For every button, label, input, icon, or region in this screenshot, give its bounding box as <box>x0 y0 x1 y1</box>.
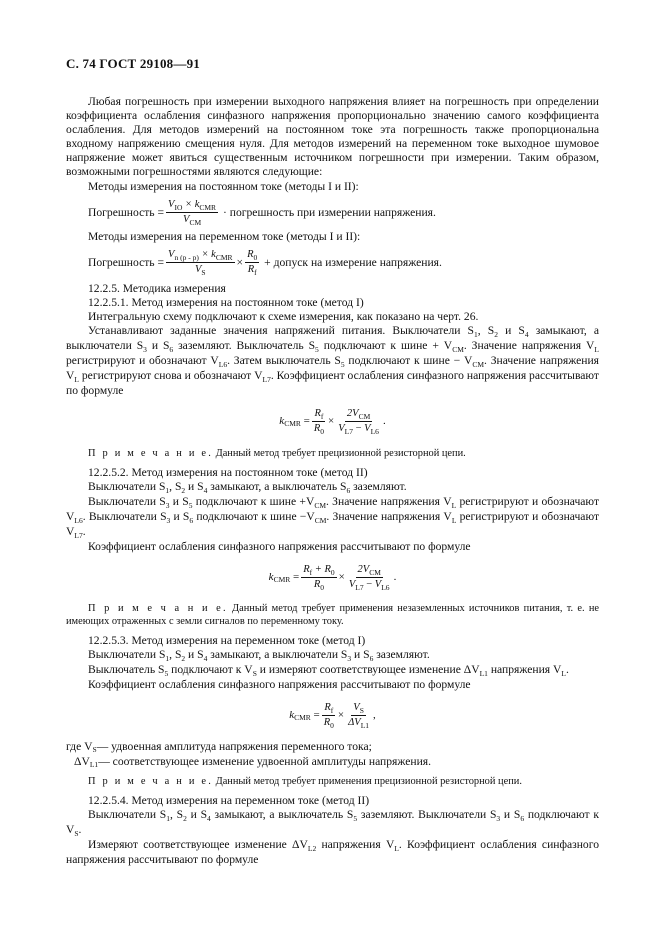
formula-kcmr-2: k CMR = $\frac{R_f + R_0}{R_0}$ × $\frac{2V_{CM}}{V_{L7} - V_{L6}}$ . <box>268 563 397 592</box>
dc-methods-line: Методы измерения на постоянном токе (методы I и II): <box>88 179 359 193</box>
p-12254-b: Измеряют соответствующее изменение $\Delta V_{L2}$ напряжения $V_L$. Коэффициент ослабления синфазного напряжения рассчитывают по формуле <box>66 837 599 866</box>
p-12254-a: Выключатели $S_1$, $S_2$ и $S_4$ замыкают, а выключатель $S_5$ заземляют. Выключатели $S_3$ и $S_6$ подключают к $V_S$. <box>66 807 599 838</box>
section-12-2-5-3: 12.2.5.3. Метод измерения на переменном токе (метод I) <box>88 634 366 648</box>
formula-kcmr-1: k CMR = $\frac{R_f}{R_0}$ × $\frac{2V_{CM}}{V_{L7} - V_{L6}}$ . <box>279 408 386 436</box>
formula-dc-error: Погрешность = $\frac{V_{IO} \times k_{CMR}}{V_{CM}}$ · погрешность при измерении напряжения. <box>88 199 436 228</box>
p-12252-c: Коэффициент ослабления синфазного напряжения рассчитывают по формуле <box>88 539 471 553</box>
formula-kcmr-3: k CMR = $\frac{R_f}{R_0}$ × $\frac{V_S}{\Delta V_{L1}}$ , <box>289 701 376 730</box>
legend-row-2: ΔV L1 — соответствующее изменение удвоенной амплитуды напряжения. <box>74 754 432 769</box>
p-12253-b: Выключатель $S_5$ подключают к $V_S$ и измеряют соответствующее изменение $\Delta V_{L1}$ напряжения $V_L$. <box>88 663 569 679</box>
fraction: $\frac{V_{IO} \times k_{CMR}}{V_{CM}}$ <box>168 199 217 228</box>
p-12251-a: Интегральную схему подключают к схеме измерения, как показано на черт. 26. <box>88 309 479 323</box>
section-12-2-5-1: 12.2.5.1. Метод измерения на постоянном токе (метод I) <box>88 295 364 309</box>
formula-ac-error: Погрешность = $\frac{V_{n (p - p)} \times k_{CMR}}{V_S}$ × $\frac{R_0}{R_f}$ + допуск на измерение напряжения. <box>88 249 442 278</box>
section-12-2-5: 12.2.5. Методика измерения <box>88 281 226 295</box>
p-12253-a: Выключатели $S_1$, $S_2$ и $S_4$ замыкают, а выключатели $S_3$ и $S_6$ заземляют. <box>88 648 430 664</box>
note-1: П р и м е ч а н и е. Данный метод требует прецизионной резисторной цепи. <box>88 447 466 459</box>
p-12252-b: Выключатели $S_3$ и $S_5$ подключают к шине $+V_{CM}$. Значение напряжения $V_L$ регистрируют и обозначают $V_{L6}$. Выключатели $S_3$ и $S_6$ подключают к шине $-V_{CM}$. Значение напряжения $V_L$ регистрируют и обозначают $V_{L7}$. <box>66 494 600 540</box>
note-2: П р и м е ч а н и е. Данный метод требует применения незаземленных источников питания, т. е. не имеющих отраженных с земли сигналов по переменному току. <box>66 603 599 628</box>
note-3: П р и м е ч а н и е. Данный метод требует применения прецизионной резисторной цепи. <box>88 775 522 787</box>
ac-methods-line: Методы измерения на переменном токе (методы I и II): <box>88 229 361 243</box>
p-12251-b: Устанавливают заданные значения напряжений питания. Выключатели $S_1$, $S_2$ и $S_4$ замыкают, а выключатели $S_3$ и $S_6$ заземляют. Выключатель $S_5$ подключают к шине + $V_{CM}$. Значение напряжения $V_L$ регистрируют и обозначают $V_{L6}$. Затем выключатель $S_5$ подключают к шине − $V_{CM}$. Значение напряжения $V_L$ регистрируют снова и обозначают $V_{L7}$. Коэффициент ослабления синфазного напряжения рассчитывают по формуле <box>66 324 600 398</box>
section-12-2-5-4: 12.2.5.4. Метод измерения на переменном токе (метод II) <box>88 793 370 807</box>
p-12253-c: Коэффициент ослабления синфазного напряжения рассчитывают по формуле <box>88 678 471 692</box>
intro-paragraph: Любая погрешность при измерении выходного напряжения влияет на погрешность при определении коэффициента ослабления синфазного напряжения пропорционально значению самого коэффициента ослабления. Для методов измерений на постоянном токе эта погрешность также пропорциональна входному напряжению смещения нуля. Для методов измерений на переменном токе выходное шумовое напряжение может явиться существенным источником погрешности при измерении. Таким образом, возможными погрешностями являются следующие: <box>66 95 599 179</box>
page-body <box>66 95 599 867</box>
legend-row-1: где V S — удвоенная амплитуда напряжения переменного тока; <box>66 740 372 755</box>
section-12-2-5-2: 12.2.5.2. Метод измерения на постоянном токе (метод II) <box>88 465 368 479</box>
p-12252-a: Выключатели $S_1$, $S_2$ и $S_4$ замыкают, а выключатель $S_6$ заземляют. <box>88 479 407 495</box>
page-header: С. 74 ГОСТ 29108—91 <box>66 56 200 71</box>
